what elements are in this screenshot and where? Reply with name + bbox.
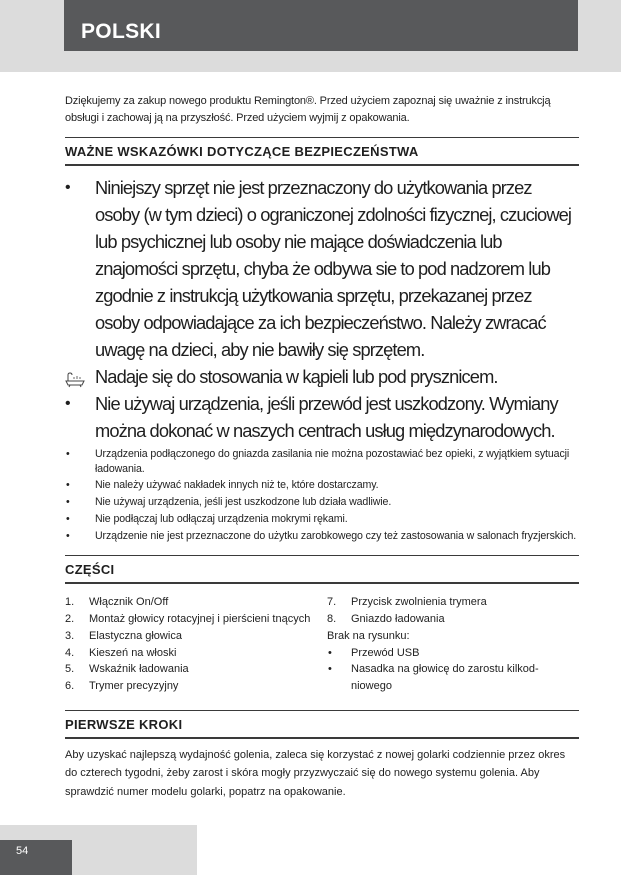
parts-list-left <box>65 594 327 695</box>
part-number: 5. <box>65 663 75 676</box>
part-item <box>327 611 579 628</box>
part-number: 3. <box>65 629 75 642</box>
not-shown-text: Nasadka na głowicę do zarostu kilkod-niowego <box>351 663 539 693</box>
not-shown-item <box>327 661 579 695</box>
safety-small-text: Nie podłączaj lub odłączaj urządzenia mokrymi rękami. <box>95 512 348 525</box>
part-label: Elastyczna głowica <box>89 629 182 642</box>
safety-small-item <box>65 529 579 544</box>
page-number: 54 <box>16 845 29 857</box>
safety-large-text: Niniejszy sprzęt nie jest przeznaczony do użytkowania przez osoby (w tym dzieci) o ograniczonej zdolności fizycznej, czuciowej lub psychicznej lub osoby nie mające doświadczenia lub znajomości sprzętu, chyba że odbywa sie to pod nadzorem lub zgodnie z instrukcją użytkowania sprzętu, przekazanej przez osoby odpowiadające za ich bezpieczeństwo. Należy zwracać uwagę na dzieci, aby nie bawiły się sprzętem. <box>95 177 572 360</box>
not-shown-label: Brak na rysunku: <box>327 629 410 642</box>
bullet-marker: • <box>66 479 70 492</box>
part-label: Kieszeń na włoski <box>89 646 177 659</box>
safety-small-text: Nie używaj urządzenia, jeśli jest uszkodzone lub działa wadliwie. <box>95 496 392 509</box>
bullet-marker: • <box>65 395 70 412</box>
language-label: POLSKI <box>81 20 161 43</box>
bullet-marker: • <box>328 646 332 659</box>
part-item <box>65 678 327 695</box>
part-item <box>65 611 327 628</box>
safety-small-text: Urządzenie nie jest przeznaczone do użytku zarobkowego czy też zastosowania w salonach fryzjerskich. <box>95 529 577 542</box>
safety-small-text: Nie należy używać nakładek innych niż te, które dostarczamy. <box>95 479 379 492</box>
part-number: 4. <box>65 646 75 659</box>
not-shown-item <box>327 645 579 662</box>
part-label: Włącznik On/Off <box>89 596 169 609</box>
part-label: Trymer precyzyjny <box>89 680 179 693</box>
part-label: Montaż głowicy rotacyjnej i pierścieni tnących <box>89 612 311 625</box>
bullet-marker: • <box>66 496 70 509</box>
part-number: 8. <box>327 612 337 625</box>
intro-paragraph: Dziękujemy za zakup nowego produktu Remington®. Przed użyciem zapoznaj się uważnie z instrukcją obsługi i zachowaj ją na przyszłość. Przed użyciem wyjmij z opakowania. <box>65 95 551 124</box>
part-number: 6. <box>65 680 75 693</box>
safety-small-item <box>65 512 579 527</box>
language-header <box>64 0 578 51</box>
part-item <box>65 661 327 678</box>
safety-small-item <box>65 447 579 476</box>
safety-large-text: Nie używaj urządzenia, jeśli przewód jest uszkodzony. Wymiany można dokonać w naszych centrach usług międzynarodowych. <box>95 393 558 441</box>
not-shown-text: Przewód USB <box>351 646 420 659</box>
page-number-box <box>0 840 72 875</box>
parts-section-title: CZĘŚCI <box>65 556 579 584</box>
safety-large-item <box>65 390 579 444</box>
safety-small-list <box>65 447 579 543</box>
page-content <box>65 93 579 801</box>
part-item <box>65 594 327 611</box>
bullet-marker: • <box>66 512 70 525</box>
part-number: 7. <box>327 596 337 609</box>
safety-small-item <box>65 478 579 493</box>
safety-large-item <box>65 174 579 363</box>
safety-large-text: Nadaje się do stosowania w kąpieli lub pod prysznicem. <box>95 366 498 387</box>
bullet-marker: • <box>65 179 70 196</box>
part-item <box>65 628 327 645</box>
part-label: Gniazdo ładowania <box>351 612 445 625</box>
part-number: 2. <box>65 612 75 625</box>
bullet-marker: • <box>66 448 70 460</box>
parts-columns <box>65 594 579 695</box>
parts-list-right <box>327 594 579 695</box>
safety-small-text: Urządzenia podłączonego do gniazda zasilania nie można pozostawiać bez opieki, z wyjątkiem sytuacji ładowania. <box>95 448 570 475</box>
bathtub-icon <box>65 368 85 384</box>
safety-large-item <box>65 363 579 390</box>
part-item <box>327 594 579 611</box>
safety-small-item <box>65 495 579 510</box>
bullet-marker: • <box>328 663 332 676</box>
safety-section-title: WAŻNE WSKAZÓWKI DOTYCZĄCE BEZPIECZEŃSTWA <box>65 138 579 166</box>
part-item <box>65 645 327 662</box>
bullet-marker: • <box>66 529 70 542</box>
first-steps-paragraph: Aby uzyskać najlepszą wydajność golenia, zaleca się korzystać z nowej golarki codziennie przez okres do czterech tygodni, żeby zarost i skóra mogły przyzwyczaić się do nowego systemu golenia. Aby sprawdzić numer modelu golarki, popatrz na opakowanie. <box>65 748 566 798</box>
first-steps-section-title: PIERWSZE KROKI <box>65 711 579 739</box>
part-label: Przycisk zwolnienia trymera <box>351 596 487 609</box>
safety-large-list <box>65 174 579 444</box>
part-label: Wskaźnik ładowania <box>89 663 189 676</box>
part-number: 1. <box>65 596 75 609</box>
